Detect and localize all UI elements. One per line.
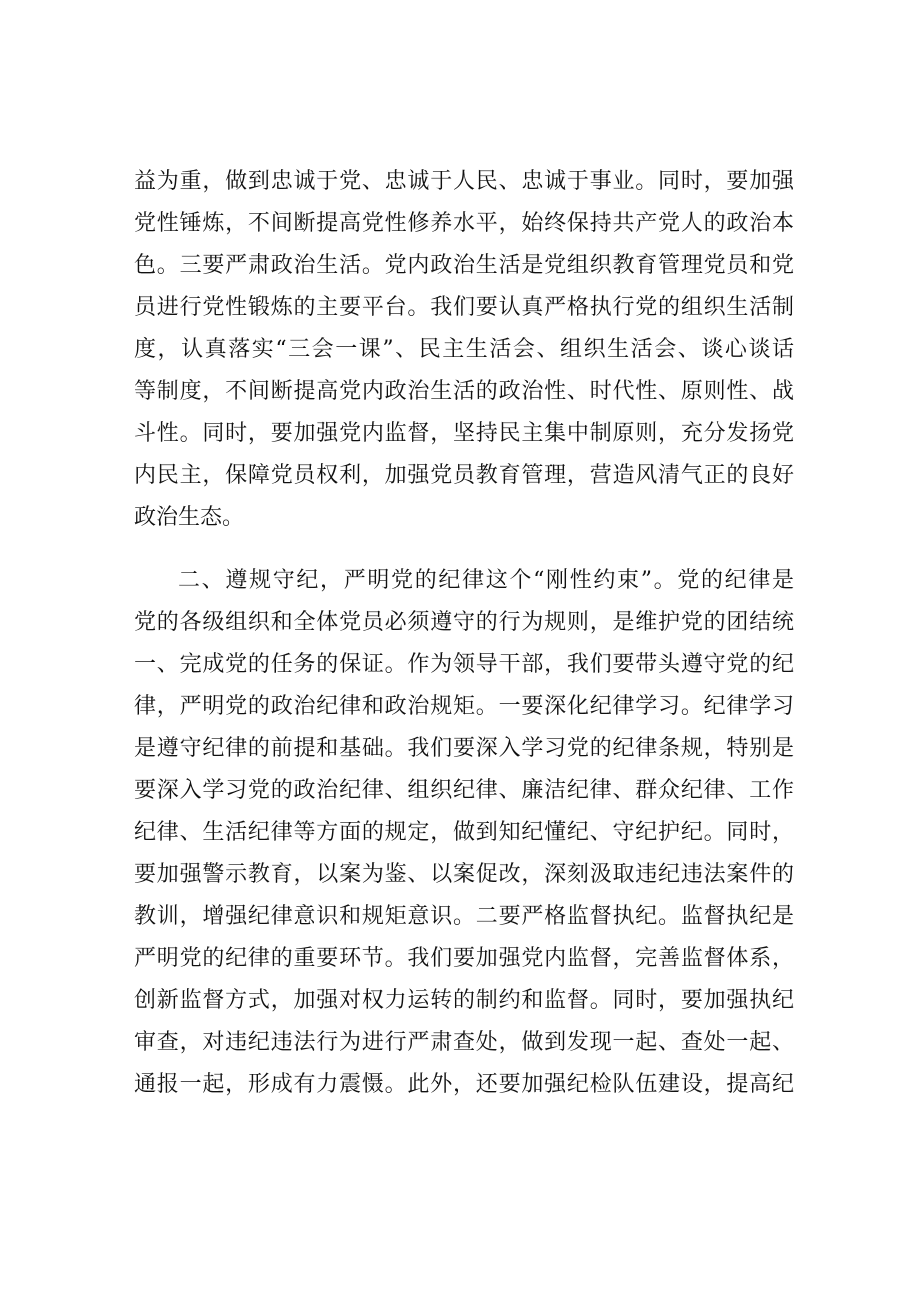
text-line: 是遵守纪律的前提和基础。我们要深入学习党的纪律条规，特别是 — [134, 736, 794, 761]
text-line: 二、遵规守纪，严明党的纪律这个“刚性约束”。党的纪律是 — [178, 568, 794, 593]
text-line: 教训，增强纪律意识和规矩意识。二要严格监督执纪。监督执纪是 — [134, 904, 794, 929]
text-line: 律，严明党的政治纪律和政治规矩。一要深化纪律学习。纪律学习 — [134, 694, 794, 719]
text-line: 党性锤炼，不间断提高党性修养水平，始终保持共产党人的政治本 — [134, 211, 794, 236]
text-line: 通报一起，形成有力震慑。此外，还要加强纪检队伍建设，提高纪 — [134, 1072, 794, 1097]
text-line: 要加强警示教育，以案为鉴、以案促改，深刻汲取违纪违法案件的 — [134, 862, 794, 887]
text-line: 要深入学习党的政治纪律、组织纪律、廉洁纪律、群众纪律、工作 — [134, 778, 794, 803]
text-line: 益为重，做到忠诚于党、忠诚于人民、忠诚于事业。同时，要加强 — [134, 169, 794, 194]
text-line: 内民主，保障党员权利，加强党员教育管理，营造风清气正的良好 — [134, 463, 794, 488]
text-line: 政治生态。 — [134, 505, 245, 530]
text-line: 等制度，不间断提高党内政治生活的政治性、时代性、原则性、战 — [134, 379, 794, 404]
text-line: 审查，对违纪违法行为进行严肃查处，做到发现一起、查处一起、 — [134, 1030, 794, 1055]
text-line: 色。三要严肃政治生活。党内政治生活是党组织教育管理党员和党 — [134, 253, 794, 278]
text-line: 纪律、生活纪律等方面的规定，做到知纪懂纪、守纪护纪。同时， — [134, 820, 794, 845]
text-line: 员进行党性锻炼的主要平台。我们要认真严格执行党的组织生活制 — [134, 295, 794, 320]
text-line: 度，认真落实“三会一课”、民主生活会、组织生活会、谈心谈话 — [134, 337, 794, 362]
text-line: 一、完成党的任务的保证。作为领导干部，我们要带头遵守党的纪 — [134, 652, 794, 677]
text-line: 斗性。同时，要加强党内监督，坚持民主集中制原则，充分发扬党 — [134, 421, 794, 446]
text-line: 创新监督方式，加强对权力运转的制约和监督。同时，要加强执纪 — [134, 988, 794, 1013]
text-line: 党的各级组织和全体党员必须遵守的行为规则，是维护党的团结统 — [134, 610, 794, 635]
text-line: 严明党的纪律的重要环节。我们要加强党内监督，完善监督体系， — [134, 946, 794, 971]
